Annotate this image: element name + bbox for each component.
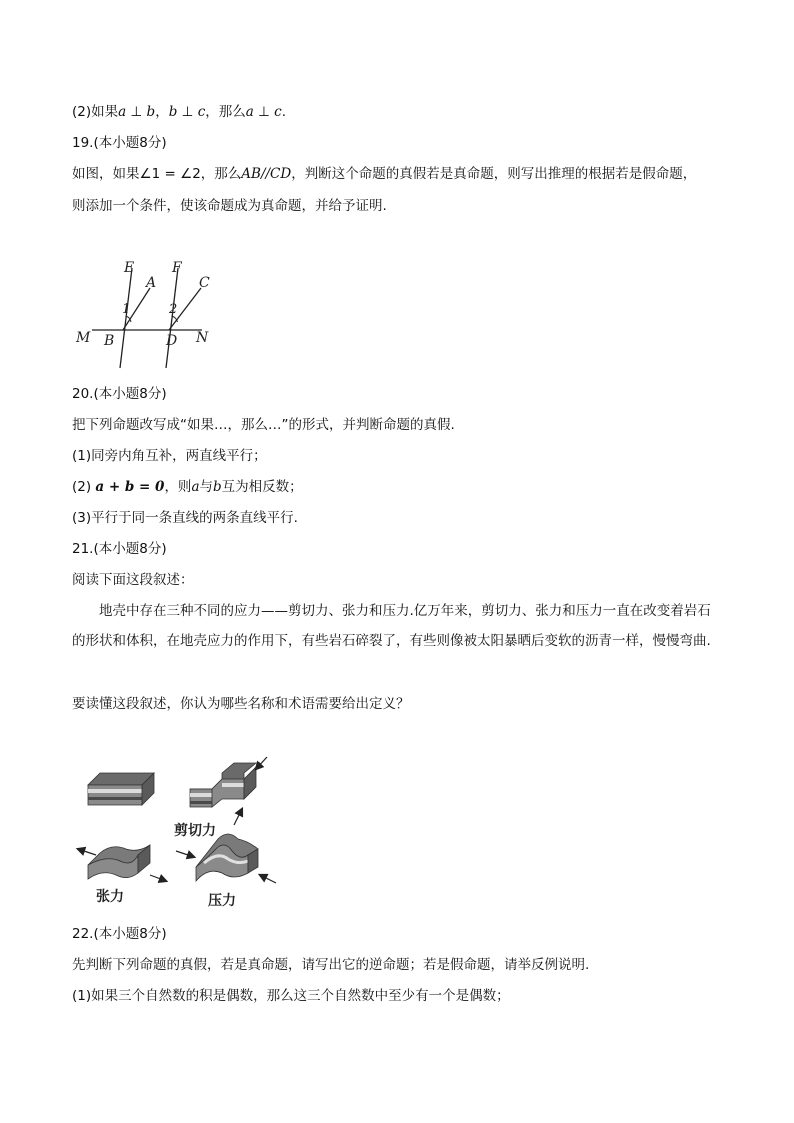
q22-header: 22.(本小题8分) bbox=[72, 926, 167, 942]
flat-rock-block bbox=[88, 773, 154, 805]
label-shear: 剪切力 bbox=[174, 823, 216, 839]
q21-figure bbox=[72, 755, 292, 910]
line-fd bbox=[166, 268, 178, 368]
label-b: B bbox=[104, 333, 115, 349]
q20-item2: (2) a + b = 0，则a与b互为相反数； bbox=[72, 479, 303, 495]
label-tension: 张力 bbox=[96, 889, 124, 905]
label-d: D bbox=[166, 333, 178, 349]
label-a: A bbox=[146, 275, 157, 291]
shear-rock-block bbox=[190, 757, 267, 825]
q19-stem-line1: 如图，如果∠1 = ∠2，那么AB//CD，判断这个命题的真假若是真命题，则写出推理的根据若是假命题， bbox=[72, 166, 697, 182]
tension-rock-block bbox=[78, 845, 166, 881]
q21-header: 21.(本小题8分) bbox=[72, 541, 167, 557]
label-f: F bbox=[172, 260, 182, 276]
label-n: N bbox=[196, 330, 209, 346]
q21-passage: 地壳中存在三种不同的应力——剪切力、张力和压力.亿万年来，剪切力、张力和压力一直在改变着岩石的形状和体积，在地壳应力的作用下，有些岩石碎裂了，有些则像被太阳暴晒后变软的沥青一样，慢慢弯曲. bbox=[72, 603, 711, 649]
label-m: M bbox=[76, 330, 91, 346]
q22-item1: (1)如果三个自然数的积是偶数，那么这三个自然数中至少有一个是偶数； bbox=[72, 988, 510, 1004]
label-e: E bbox=[124, 260, 135, 276]
q19-figure bbox=[70, 250, 230, 375]
q21-question: 要读懂这段叙述，你认为哪些名称和术语需要给出定义？ bbox=[72, 696, 410, 712]
label-c: C bbox=[199, 275, 210, 291]
q20-item3: (3)平行于同一条直线的两条直线平行. bbox=[72, 510, 298, 526]
q19-header: 19.(本小题8分) bbox=[72, 135, 167, 151]
q21-intro: 阅读下面这段叙述： bbox=[72, 572, 194, 588]
pressure-rock-block bbox=[176, 834, 276, 883]
label-angle-2: 2 bbox=[169, 302, 178, 317]
label-pressure: 压力 bbox=[208, 893, 236, 909]
q20-item1: (1)同旁内角互补，两直线平行； bbox=[72, 448, 267, 464]
q20-stem: 把下列命题改写成“如果…，那么…”的形式，并判断命题的真假. bbox=[72, 417, 455, 433]
q18-part2: (2)如果a ⊥ b，b ⊥ c，那么a ⊥ c. bbox=[72, 104, 287, 120]
label-angle-1: 1 bbox=[122, 302, 131, 317]
q20-header: 20.(本小题8分) bbox=[72, 386, 167, 402]
q22-stem: 先判断下列命题的真假，若是真命题，请写出它的逆命题；若是假命题，请举反例说明. bbox=[72, 957, 590, 973]
q19-stem-line2: 则添加一个条件，使该命题成为真命题，并给予证明. bbox=[72, 198, 387, 214]
